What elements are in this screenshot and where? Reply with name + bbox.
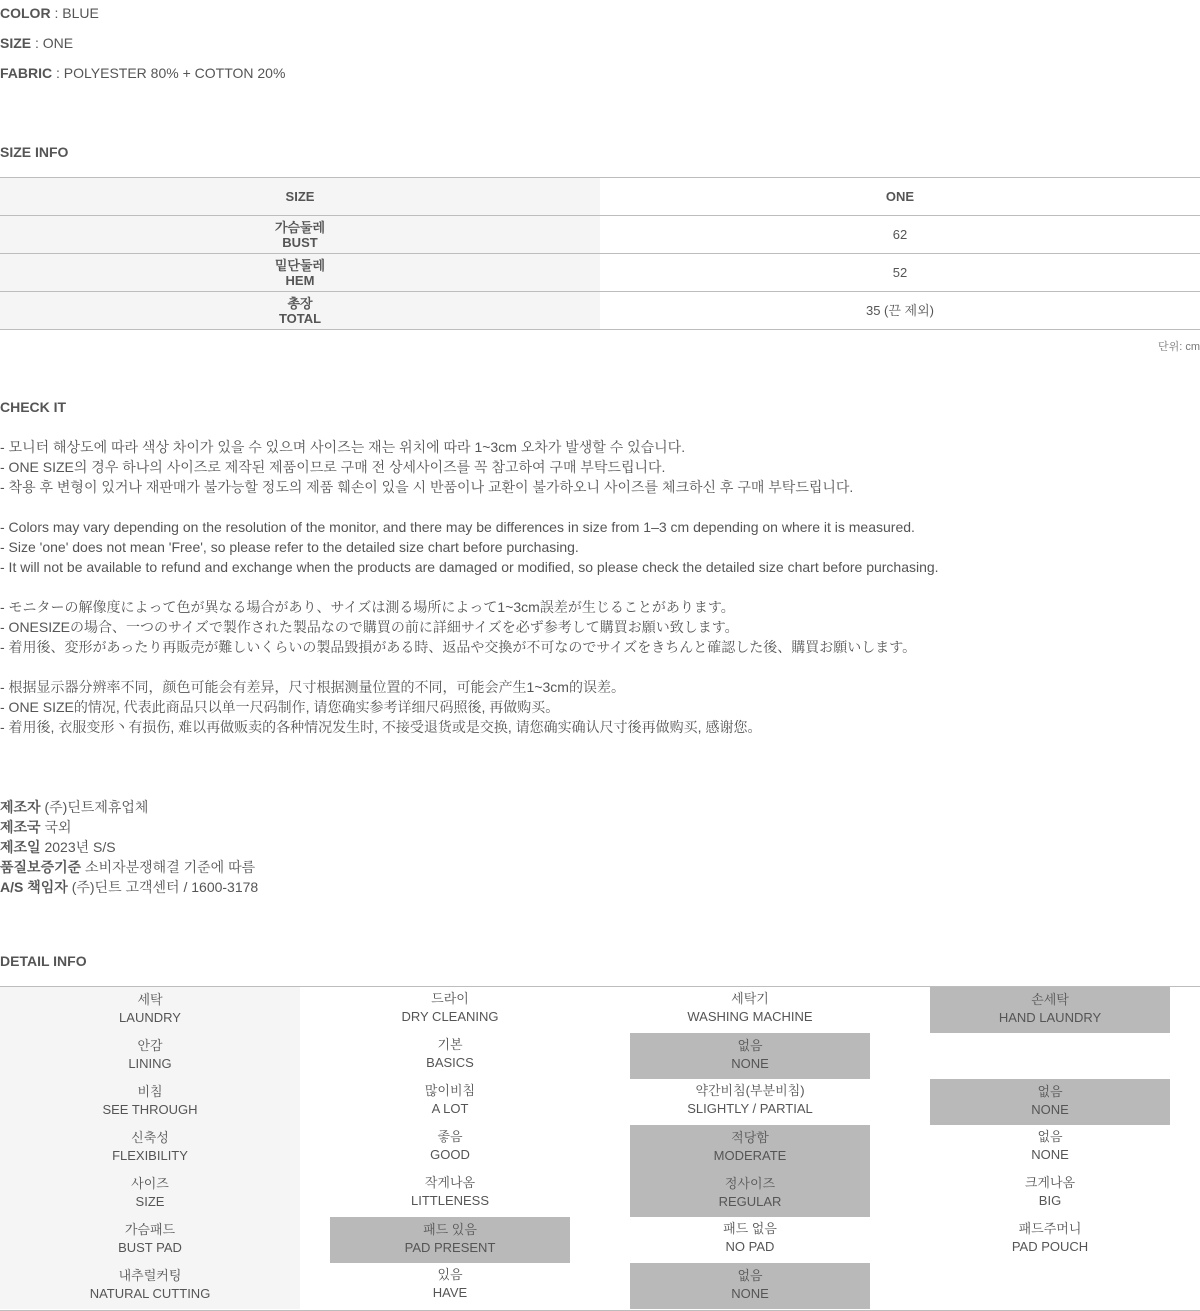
detail-option bbox=[630, 986, 870, 1032]
size-row-value: 62 bbox=[600, 216, 1200, 254]
check-note-zh-1: - 根据显示器分辨率不同，颜色可能会有差异，尺寸根据测量位置的不同，可能会产生1~3cm的误差。 bbox=[0, 679, 625, 695]
detail-head-en: BUST PAD bbox=[118, 1240, 182, 1255]
detail-option-selected bbox=[330, 1217, 570, 1263]
size-header-label: SIZE bbox=[0, 178, 600, 216]
detail-head-en: FLEXIBILITY bbox=[112, 1148, 188, 1163]
detail-head-ko: 사이즈 bbox=[131, 1176, 169, 1191]
detail-option-ko: 패드 없음 bbox=[723, 1221, 777, 1236]
origin-value: 국외 bbox=[40, 819, 72, 835]
check-note-en-2: - Size 'one' does not mean 'Free', so please refer to the detailed size chart before purchasing. bbox=[0, 539, 579, 555]
detail-option-en: SLIGHTLY / PARTIAL bbox=[687, 1101, 813, 1116]
detail-option-ko: 적당함 bbox=[731, 1130, 769, 1145]
detail-head-ko: 신축성 bbox=[131, 1130, 169, 1145]
table-row bbox=[0, 254, 1200, 292]
size-table-header-row bbox=[0, 178, 1200, 216]
date-line bbox=[0, 837, 116, 857]
size-table bbox=[0, 177, 1200, 330]
size-line bbox=[0, 34, 73, 52]
detail-head-ko: 내추럴커팅 bbox=[118, 1268, 182, 1283]
detail-option-selected bbox=[630, 1171, 870, 1217]
detail-option-ko: 없음 bbox=[737, 1038, 763, 1053]
check-note-zh-3: - 着用後, 衣服变形丶有损伤, 难以再做贩卖的各种情况发生时, 不接受退货或是交换, 请您确实确认尺寸後再做购买, 感谢您。 bbox=[0, 719, 762, 735]
detail-head bbox=[0, 1033, 300, 1079]
detail-option-ko: 없음 bbox=[1037, 1084, 1063, 1099]
size-row-label-en: BUST bbox=[282, 234, 318, 250]
detail-head bbox=[0, 1263, 300, 1309]
warranty-line bbox=[0, 857, 255, 877]
unit-note: 단위: cm bbox=[1157, 341, 1200, 353]
detail-option-ko: 약간비침(부분비침) bbox=[695, 1083, 805, 1098]
detail-option-ko: 작게나옴 bbox=[424, 1175, 476, 1190]
detail-option-ko: 드라이 bbox=[431, 991, 469, 1006]
size-label: SIZE bbox=[0, 35, 32, 51]
check-note-ko-2: - ONE SIZE의 경우 하나의 사이즈로 제작된 제품이므로 구매 전 상세사이즈를 꼭 참고하여 구매 부탁드립니다. bbox=[0, 459, 666, 475]
detail-head bbox=[0, 1217, 300, 1263]
size-row-label-en: TOTAL bbox=[278, 310, 322, 326]
origin-label: 제조국 bbox=[0, 819, 41, 835]
fabric-label: FABRIC bbox=[0, 65, 53, 81]
as-value: (주)딘트 고객센터 / 1600-3178 bbox=[67, 879, 259, 895]
warranty-value: 소비자분쟁해결 기준에 따름 bbox=[81, 859, 256, 875]
warranty-label: 품질보증기준 bbox=[0, 859, 82, 875]
detail-option-en: A LOT bbox=[431, 1101, 469, 1116]
check-note-en-1: - Colors may vary depending on the resolution of the monitor, and there may be differences in size from 1–3 cm depending on where it is measured. bbox=[0, 519, 915, 535]
detail-row-lining bbox=[0, 1033, 1200, 1079]
detail-row-see-through bbox=[0, 1079, 1200, 1125]
detail-option-en: NO PAD bbox=[725, 1239, 775, 1254]
table-row bbox=[0, 292, 1200, 330]
check-note-en-3: - It will not be available to refund and exchange when the products are damaged or modified, so please check the detailed size chart before purchasing. bbox=[0, 559, 939, 575]
detail-option-ko: 정사이즈 bbox=[724, 1176, 776, 1191]
check-note-ja-3: - 着用後、変形があったり再販売が難しいくらいの製品毀損がある時、返品や交換が不可なのでサイズをきちんと確認した後、購買お願いします。 bbox=[0, 639, 917, 655]
fabric-value: : POLYESTER 80% + COTTON 20% bbox=[52, 65, 286, 81]
maker-value: (주)딘트제휴업체 bbox=[40, 799, 149, 815]
detail-info-title: DETAIL INFO bbox=[0, 953, 87, 969]
check-it-title: CHECK IT bbox=[0, 399, 67, 415]
detail-head-ko: 안감 bbox=[137, 1038, 163, 1053]
detail-grid bbox=[0, 986, 1200, 1311]
fabric-line bbox=[0, 64, 285, 82]
size-row-label bbox=[0, 292, 600, 330]
detail-option bbox=[930, 1216, 1170, 1262]
detail-row-natural-cutting bbox=[0, 1263, 1200, 1309]
detail-option bbox=[630, 1078, 870, 1124]
detail-row-size bbox=[0, 1171, 1200, 1217]
size-info-title: SIZE INFO bbox=[0, 144, 69, 160]
detail-option-ko: 좋음 bbox=[437, 1129, 463, 1144]
detail-option bbox=[330, 1262, 570, 1308]
detail-option bbox=[330, 1078, 570, 1124]
detail-option-ko: 패드주머니 bbox=[1018, 1221, 1082, 1236]
detail-head-ko: 세탁 bbox=[137, 992, 163, 1007]
detail-option-en: BIG bbox=[1038, 1193, 1062, 1208]
detail-option-en: PAD POUCH bbox=[1011, 1239, 1089, 1254]
detail-option bbox=[930, 1170, 1170, 1216]
detail-option-en: DRY CLEANING bbox=[401, 1009, 499, 1024]
check-note-ja-1: - モニターの解像度によって色が異なる場合があり、サイズは測る場所によって1~3cm誤差が生じることがあります。 bbox=[0, 599, 735, 615]
detail-option-en: REGULAR bbox=[718, 1194, 782, 1209]
size-row-label-ko: 총장 bbox=[287, 295, 313, 311]
color-line bbox=[0, 4, 99, 22]
detail-head-en: SIZE bbox=[135, 1194, 165, 1209]
origin-line bbox=[0, 817, 72, 837]
detail-head bbox=[0, 1171, 300, 1217]
detail-option-en: HAND LAUNDRY bbox=[998, 1010, 1102, 1025]
detail-option-ko: 많이비침 bbox=[424, 1083, 476, 1098]
detail-row-flexibility bbox=[0, 1125, 1200, 1171]
size-value: : ONE bbox=[31, 35, 74, 51]
detail-head-ko: 비침 bbox=[137, 1084, 163, 1099]
detail-option-en: HAVE bbox=[432, 1285, 468, 1300]
detail-option bbox=[930, 1124, 1170, 1170]
size-row-value: 35 (끈 제외) bbox=[600, 292, 1200, 330]
date-value: 2023년 S/S bbox=[40, 839, 116, 855]
size-row-value: 52 bbox=[600, 254, 1200, 292]
table-row bbox=[0, 216, 1200, 254]
detail-row-bust-pad bbox=[0, 1217, 1200, 1263]
detail-option-en: WASHING MACHINE bbox=[687, 1009, 813, 1024]
detail-head-en: SEE THROUGH bbox=[102, 1102, 198, 1117]
detail-head-ko: 가슴패드 bbox=[124, 1222, 176, 1237]
as-label: A/S 책임자 bbox=[0, 879, 68, 895]
detail-option-en: LITTLENESS bbox=[410, 1193, 490, 1208]
color-label: COLOR bbox=[0, 5, 51, 21]
detail-option-en: MODERATE bbox=[713, 1148, 787, 1163]
detail-option-ko: 패드 있음 bbox=[423, 1222, 477, 1237]
detail-option-ko: 크게나옴 bbox=[1024, 1175, 1076, 1190]
maker-label: 제조자 bbox=[0, 799, 41, 815]
detail-option-en: GOOD bbox=[430, 1147, 470, 1162]
detail-option-ko: 없음 bbox=[737, 1268, 763, 1283]
detail-option-ko: 없음 bbox=[1037, 1129, 1063, 1144]
as-line bbox=[0, 877, 258, 897]
detail-option-selected bbox=[630, 1263, 870, 1309]
detail-option bbox=[330, 1032, 570, 1078]
check-note-ja-2: - ONESIZEの場合、一つのサイズで製作された製品なので購買の前に詳細サイズを必ず参考して購買お願い致します。 bbox=[0, 619, 739, 635]
check-note-ko-3: - 착용 후 변형이 있거나 재판매가 불가능할 정도의 제품 훼손이 있을 시 반품이나 교환이 불가하오니 사이즈를 체크하신 후 구매 부탁드립니다. bbox=[0, 479, 854, 495]
size-row-label bbox=[0, 254, 600, 292]
detail-option-selected bbox=[930, 1079, 1170, 1125]
color-value: : BLUE bbox=[50, 5, 99, 21]
size-row-label-ko: 가슴둘레 bbox=[274, 219, 326, 235]
detail-head-en: LINING bbox=[128, 1056, 172, 1071]
detail-option bbox=[630, 1216, 870, 1262]
detail-option-selected bbox=[630, 1033, 870, 1079]
detail-option bbox=[330, 986, 570, 1032]
detail-option-ko: 기본 bbox=[437, 1037, 463, 1052]
detail-option-ko: 손세탁 bbox=[1031, 992, 1069, 1007]
check-note-zh-2: - ONE SIZE的情况, 代表此商品只以单一尺码制作, 请您确实参考详细尺码照後, 再做购买。 bbox=[0, 699, 560, 715]
detail-option-ko: 세탁기 bbox=[731, 991, 769, 1006]
detail-option-selected bbox=[630, 1125, 870, 1171]
size-row-label bbox=[0, 216, 600, 254]
detail-option bbox=[330, 1170, 570, 1216]
detail-option-ko: 있음 bbox=[437, 1267, 463, 1282]
detail-head bbox=[0, 1125, 300, 1171]
detail-option-en: NONE bbox=[731, 1286, 769, 1301]
size-header-value: ONE bbox=[600, 178, 1200, 216]
detail-option bbox=[330, 1124, 570, 1170]
size-row-label-ko: 밑단둘레 bbox=[274, 257, 326, 273]
maker-line bbox=[0, 797, 148, 817]
detail-option-en: NONE bbox=[731, 1056, 769, 1071]
check-note-ko-1: - 모니터 해상도에 따라 색상 차이가 있을 수 있으며 사이즈는 재는 위치에 따라 1~3cm 오차가 발생할 수 있습니다. bbox=[0, 439, 686, 455]
detail-option-en: NONE bbox=[1031, 1102, 1069, 1117]
size-row-label-en: HEM bbox=[285, 272, 315, 288]
detail-head-en: NATURAL CUTTING bbox=[89, 1286, 211, 1301]
detail-option-selected bbox=[930, 987, 1170, 1033]
detail-head bbox=[0, 987, 300, 1033]
detail-row-laundry bbox=[0, 987, 1200, 1033]
detail-head-en: LAUNDRY bbox=[119, 1010, 181, 1025]
detail-option-en: PAD PRESENT bbox=[404, 1240, 496, 1255]
detail-option-en: NONE bbox=[1031, 1147, 1069, 1162]
detail-head bbox=[0, 1079, 300, 1125]
detail-option-en: BASICS bbox=[426, 1055, 474, 1070]
date-label: 제조일 bbox=[0, 839, 41, 855]
